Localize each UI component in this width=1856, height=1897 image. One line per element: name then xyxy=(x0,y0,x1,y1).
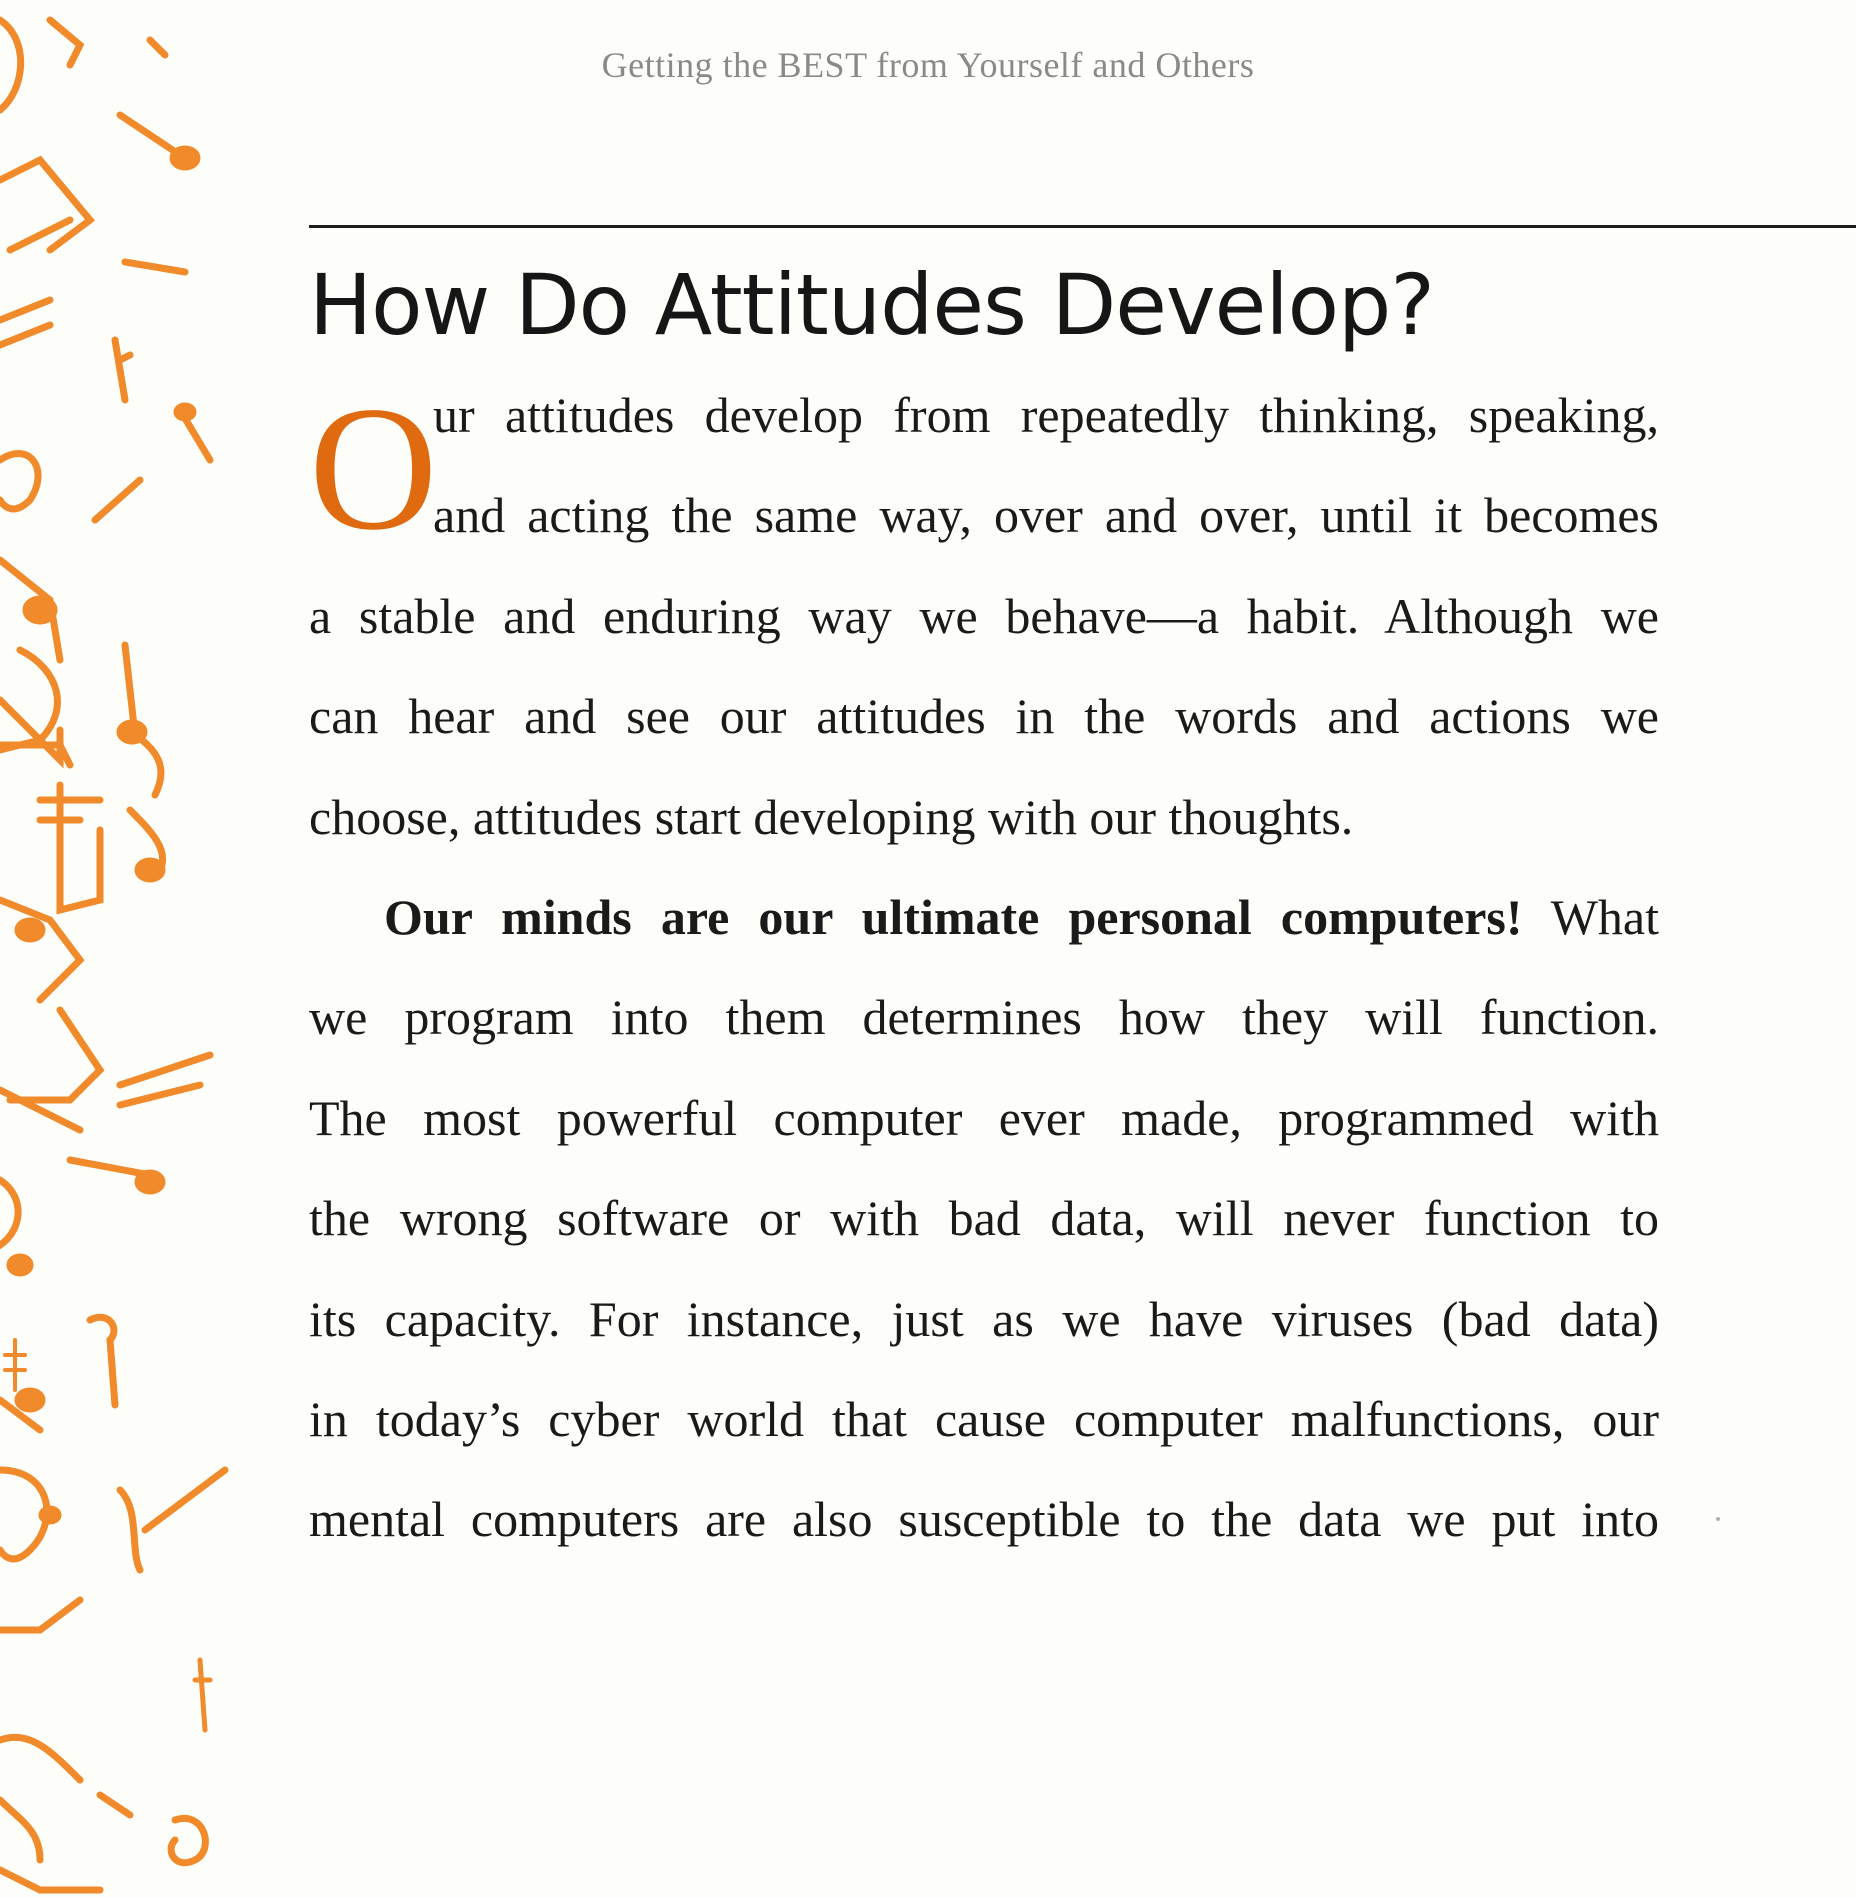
paragraph-line: we program into them determines how they will function. xyxy=(309,989,1659,1046)
body-text xyxy=(309,365,1659,1570)
paragraph-line: ur attitudes develop from repeatedly thinking, speaking, xyxy=(433,387,1659,443)
music-notes-border xyxy=(0,0,240,1897)
paragraph-line xyxy=(309,867,1659,967)
lead-line-continuation: What xyxy=(1522,889,1659,946)
paragraph-line: can hear and see our attitudes in the words and actions we xyxy=(309,688,1659,745)
paragraph-line: its capacity. For instance, just as we have viruses (bad data) xyxy=(309,1290,1659,1347)
paragraph-line: in today’s cyber world that cause computer malfunctions, our xyxy=(309,1391,1659,1448)
paragraph-1 xyxy=(309,365,1659,867)
paragraph-2 xyxy=(309,867,1659,1570)
paragraph-line: mental computers are also susceptible to the data we put into xyxy=(309,1491,1659,1548)
paragraph-line: a stable and enduring way we behave—a habit. Although we xyxy=(309,587,1659,644)
paragraph-line: and acting the same way, over and over, until it becomes xyxy=(433,487,1659,544)
running-header: Getting the BEST from Yourself and Others xyxy=(601,45,1255,85)
section-divider xyxy=(309,225,1856,228)
bold-lead-sentence: Our minds are our ultimate personal computers! xyxy=(384,889,1523,946)
section-heading: How Do Attitudes Develop? xyxy=(309,256,1434,354)
paragraph-line: the wrong software or with bad data, will never function to xyxy=(309,1190,1659,1247)
paragraph-line: choose, attitudes start developing with our thoughts. xyxy=(309,788,1354,845)
paragraph-line: The most powerful computer ever made, programmed with xyxy=(309,1089,1659,1146)
scan-speck xyxy=(1716,1517,1720,1521)
drop-cap: O xyxy=(309,369,438,567)
